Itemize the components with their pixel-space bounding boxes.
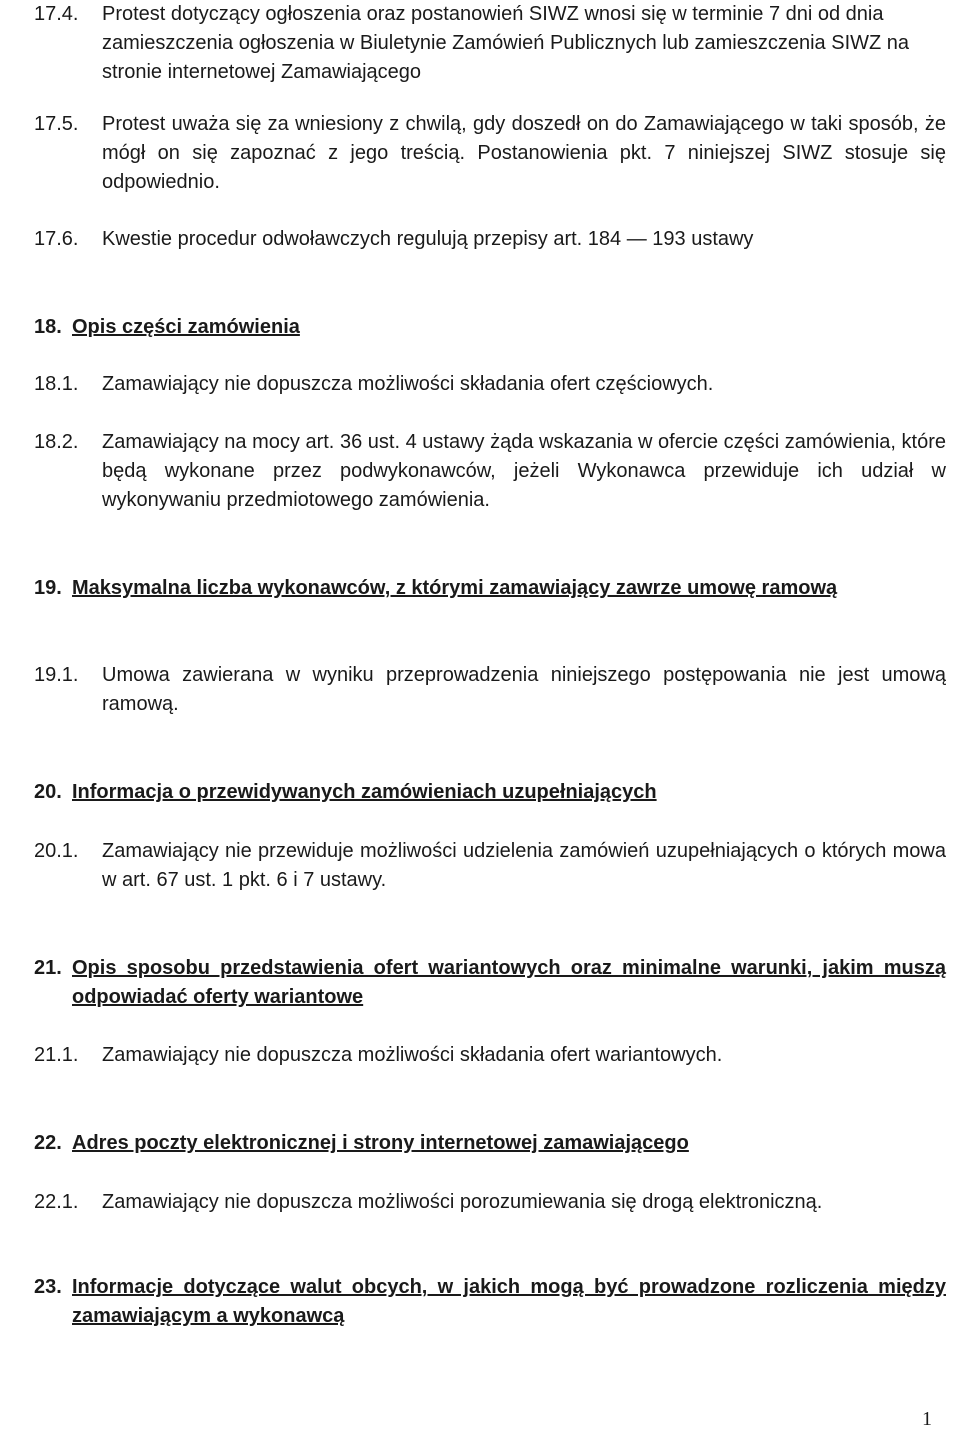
section-number: 23.	[34, 1276, 62, 1298]
paragraph-22-1	[34, 1188, 946, 1217]
paragraph-number: 19.1.	[34, 664, 79, 686]
paragraph-19-1	[34, 661, 946, 719]
paragraph-18-2	[34, 428, 946, 515]
section-number: 19.	[34, 577, 62, 599]
paragraph-number: 18.2.	[34, 431, 79, 453]
section-heading-22	[34, 1129, 946, 1158]
section-heading-18	[34, 313, 946, 342]
paragraph-number: 20.1.	[34, 840, 79, 862]
paragraph-text: Kwestie procedur odwoławczych regulują przepisy art. 184 — 193 ustawy	[102, 228, 754, 250]
section-title: Informacje dotyczące walut obcych, w jakich mogą być prowadzone rozliczenia między zamawiającym a wykonawcą	[72, 1276, 946, 1327]
paragraph-18-1	[34, 370, 946, 399]
paragraph-number: 17.5.	[34, 113, 79, 135]
paragraph-17-6	[34, 225, 946, 254]
section-number: 21.	[34, 957, 62, 979]
paragraph-text: Zamawiający nie przewiduje możliwości udzielenia zamówień uzupełniających o których mowa w art. 67 ust. 1 pkt. 6 i 7 ustawy.	[102, 840, 946, 891]
section-heading-21	[34, 954, 946, 1012]
section-title: Opis części zamówienia	[72, 316, 300, 338]
section-heading-19	[34, 574, 946, 603]
paragraph-text: Zamawiający nie dopuszcza możliwości składania ofert częściowych.	[102, 373, 714, 395]
section-title: Maksymalna liczba wykonawców, z którymi zamawiający zawrze umowę ramową	[72, 577, 838, 599]
page-number: 1	[922, 1408, 932, 1430]
paragraph-text: Zamawiający na mocy art. 36 ust. 4 ustawy żąda wskazania w ofercie części zamówienia, które będą wykonane przez podwykonawców, jeżeli Wykonawca przewiduje ich udział w wykonywaniu przedmiotowego zamówienia.	[102, 431, 946, 511]
paragraph-21-1	[34, 1041, 946, 1070]
paragraph-20-1	[34, 837, 946, 895]
paragraph-number: 18.1.	[34, 373, 79, 395]
paragraph-number: 17.4.	[34, 3, 79, 25]
section-title: Adres poczty elektronicznej i strony internetowej zamawiającego	[72, 1132, 689, 1154]
section-number: 18.	[34, 316, 62, 338]
paragraph-text: Zamawiający nie dopuszcza możliwości porozumiewania się drogą elektroniczną.	[102, 1191, 823, 1213]
paragraph-text: Zamawiający nie dopuszcza możliwości składania ofert wariantowych.	[102, 1044, 723, 1066]
paragraph-text: Protest dotyczący ogłoszenia oraz postanowień SIWZ wnosi się w terminie 7 dni od dnia zamieszczenia ogłoszenia w Biuletynie Zamówień Publicznych lub zamieszczenia SIWZ na stronie internetowej Zamawiającego	[102, 3, 910, 83]
paragraph-17-4	[34, 0, 946, 87]
paragraph-text: Umowa zawierana w wyniku przeprowadzenia niniejszego postępowania nie jest umową ramową.	[102, 664, 946, 715]
section-heading-20	[34, 778, 946, 807]
section-heading-23	[34, 1273, 946, 1331]
section-title: Informacja o przewidywanych zamówieniach uzupełniających	[72, 781, 657, 803]
paragraph-number: 17.6.	[34, 228, 79, 250]
paragraph-number: 22.1.	[34, 1191, 79, 1213]
section-number: 22.	[34, 1132, 62, 1154]
paragraph-number: 21.1.	[34, 1044, 79, 1066]
section-number: 20.	[34, 781, 62, 803]
section-title: Opis sposobu przedstawienia ofert wariantowych oraz minimalne warunki, jakim muszą odpowiadać oferty wariantowe	[72, 957, 946, 1008]
paragraph-17-5	[34, 110, 946, 197]
paragraph-text: Protest uważa się za wniesiony z chwilą, gdy doszedł on do Zamawiającego w taki sposób, że mógł on się zapoznać z jego treścią. Postanowienia pkt. 7 niniejszej SIWZ stosuje się odpowiednio.	[102, 113, 946, 193]
